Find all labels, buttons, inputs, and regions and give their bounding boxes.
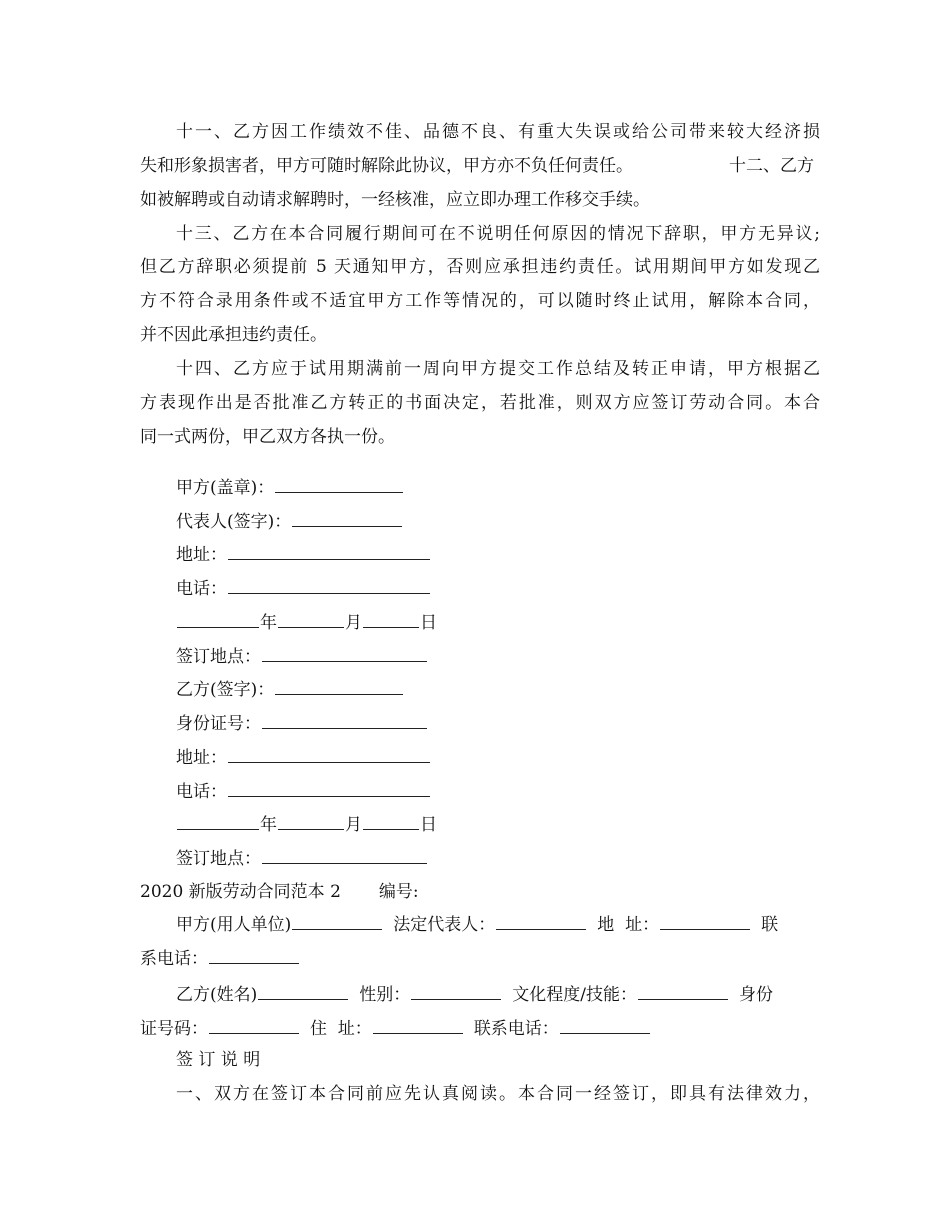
party-a-seal-blank[interactable] xyxy=(275,476,403,493)
education-label: 文化程度/技能： xyxy=(512,985,637,1005)
residence-blank[interactable] xyxy=(373,1017,463,1034)
education-blank[interactable] xyxy=(638,983,728,1000)
party-b-date-row xyxy=(176,813,820,836)
party-b-phone-row xyxy=(176,780,820,803)
party-b-phone-blank[interactable] xyxy=(228,780,430,797)
party-b-sign-blank[interactable] xyxy=(275,678,403,695)
party-b-place-blank[interactable] xyxy=(262,847,427,864)
party-b-day-label: 日 xyxy=(420,815,437,835)
notes-heading: 签 订 说 明 xyxy=(176,1050,261,1070)
contract2-employee-row-2 xyxy=(140,1017,820,1040)
party-b-day-blank[interactable] xyxy=(363,813,419,830)
party-a-phone-label: 电话： xyxy=(176,579,227,599)
party-b-year-label: 年 xyxy=(260,815,277,835)
legal-rep-blank[interactable] xyxy=(496,913,586,930)
party-b-month-label: 月 xyxy=(345,815,362,835)
party-a-place-label: 签订地点： xyxy=(176,647,261,667)
party-b-sign-row xyxy=(176,678,820,701)
employee-contact-label: 联系电话： xyxy=(473,1019,559,1039)
clause-13-line-1: 十三、乙方在本合同履行期间可在不说明任何原因的情况下辞职，甲方无异议; xyxy=(176,224,820,244)
residence-label: 住 址： xyxy=(310,1019,372,1039)
party-b-address-row xyxy=(176,746,820,769)
party-a-year-blank[interactable] xyxy=(177,611,259,628)
party-b-id-label: 身份证号： xyxy=(176,714,261,734)
party-a-address-label: 地址： xyxy=(176,545,227,565)
party-a-day-blank[interactable] xyxy=(363,611,419,628)
party-a-place-row xyxy=(176,645,820,668)
employer-blank[interactable] xyxy=(292,913,382,930)
party-a-place-blank[interactable] xyxy=(262,645,427,662)
party-b-address-label: 地址： xyxy=(176,748,227,768)
clause-12-line-2: 如被解聘或自动请求解聘时，一经核准，应立即办理工作移交手续。 xyxy=(140,190,650,210)
contract2-title: 2020 新版劳动合同范本 2 xyxy=(140,882,341,902)
clause-11-text: 失和形象损害者，甲方可随时解除此协议，甲方亦不负任何责任。 xyxy=(140,156,633,176)
employee-id-label-1: 身份 xyxy=(739,985,773,1005)
contract2-employer-row xyxy=(176,913,820,936)
party-b-id-row xyxy=(176,712,820,735)
party-a-month-blank[interactable] xyxy=(278,611,344,628)
gender-blank[interactable] xyxy=(411,983,501,1000)
legal-rep-label: 法定代表人： xyxy=(393,915,496,935)
party-a-address-row xyxy=(176,543,820,566)
party-a-phone-blank[interactable] xyxy=(228,577,430,594)
party-b-place-label: 签订地点： xyxy=(176,849,261,869)
clause-13-line-3: 方不符合录用条件或不适宜甲方工作等情况的，可以随时终止试用，解除本合同， xyxy=(140,291,820,311)
clause-11-line-2 xyxy=(140,155,820,177)
clause-14-line-3: 同一式两份，甲乙双方各执一份。 xyxy=(140,427,395,447)
employer-contact-label-2: 系电话： xyxy=(140,949,208,969)
party-b-phone-label: 电话： xyxy=(176,782,227,802)
clause-11-line-1: 十一、乙方因工作绩效不佳、品德不良、有重大失误或给公司带来较大经济损 xyxy=(176,122,820,142)
clause-13-line-2: 但乙方辞职必须提前 5 天通知甲方，否则应承担违约责任。试用期间甲方如发现乙 xyxy=(140,257,820,277)
employer-label: 甲方(用人单位) xyxy=(176,915,292,935)
party-a-phone-row xyxy=(176,577,820,600)
party-a-date-row xyxy=(176,611,820,634)
employee-label: 乙方(姓名) xyxy=(176,985,258,1005)
employer-contact-label-1: 联 xyxy=(761,915,779,935)
party-a-rep-row xyxy=(176,510,820,533)
contract2-employer-row-2 xyxy=(140,947,820,970)
party-b-id-blank[interactable] xyxy=(262,712,427,729)
employer-contact-blank[interactable] xyxy=(209,947,299,964)
party-b-month-blank[interactable] xyxy=(278,813,344,830)
contract2-employee-row xyxy=(176,983,820,1006)
party-a-rep-blank[interactable] xyxy=(292,510,402,527)
clause-12-head: 十二、乙方 xyxy=(729,156,814,176)
party-b-place-row xyxy=(176,847,820,870)
party-b-year-blank[interactable] xyxy=(177,813,259,830)
party-a-day-label: 日 xyxy=(420,613,437,633)
party-b-address-blank[interactable] xyxy=(228,746,430,763)
party-a-address-blank[interactable] xyxy=(228,543,430,560)
employer-address-label: 地 址： xyxy=(597,915,660,935)
party-a-rep-label: 代表人(签字)： xyxy=(176,512,292,532)
party-a-seal-label: 甲方(盖章)： xyxy=(176,478,275,498)
clause-14-line-2: 方表现作出是否批准乙方转正的书面决定，若批准，则双方应签订劳动合同。本合 xyxy=(140,393,820,413)
contract2-title-row xyxy=(140,881,820,903)
note-1-line-1: 一、双方在签订本合同前应先认真阅读。本合同一经签订，即具有法律效力， xyxy=(176,1084,820,1104)
party-a-month-label: 月 xyxy=(345,613,362,633)
employer-address-blank[interactable] xyxy=(660,913,750,930)
clause-14-line-1: 十四、乙方应于试用期满前一周向甲方提交工作总结及转正申请，甲方根据乙 xyxy=(176,359,820,379)
employee-id-blank[interactable] xyxy=(209,1017,299,1034)
contract2-number-label: 编号: xyxy=(378,882,419,902)
employee-name-blank[interactable] xyxy=(258,983,348,1000)
gender-label: 性别： xyxy=(359,985,411,1005)
employee-id-label-2: 证号码： xyxy=(140,1019,208,1039)
party-a-seal-row xyxy=(176,476,820,499)
employee-contact-blank[interactable] xyxy=(560,1017,650,1034)
party-a-year-label: 年 xyxy=(260,613,277,633)
party-b-sign-label: 乙方(签字)： xyxy=(176,680,275,700)
clause-13-line-4: 并不因此承担违约责任。 xyxy=(140,325,327,345)
